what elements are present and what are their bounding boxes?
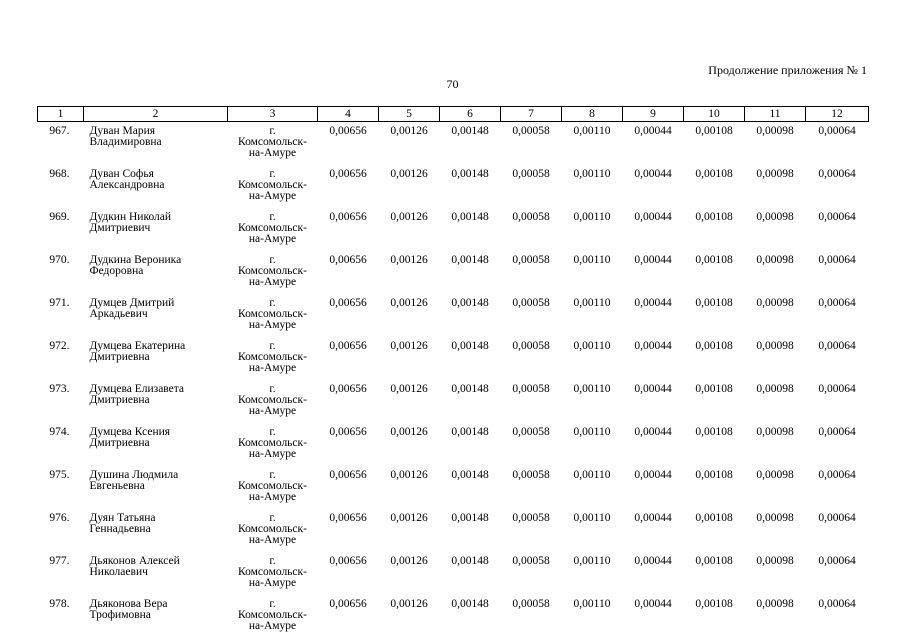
value-cell: 0,00098 [756, 469, 794, 481]
value-cell: 0,00064 [818, 383, 856, 395]
value-cell: 0,00110 [573, 125, 611, 137]
city-name-line: на-Амуре [248, 276, 297, 288]
value-cell: 0,00058 [512, 469, 550, 481]
city-name-line: на-Амуре [248, 577, 297, 589]
value-cell: 0,00108 [695, 254, 733, 266]
person-name-line: Думцев Дмитрий [89, 297, 175, 309]
column-number-header-row [38, 107, 869, 122]
value-cell: 0,00108 [695, 125, 733, 137]
city-name-line: на-Амуре [248, 233, 297, 245]
person-name [84, 595, 228, 638]
city-name-line: Комсомольск- [238, 222, 307, 234]
value-cell: 0,00110 [573, 340, 611, 352]
city-name-line: г. [269, 297, 276, 309]
city-name [228, 423, 318, 466]
value-cell: 0,00064 [818, 469, 856, 481]
city-name-line: г. [269, 512, 276, 524]
value-cell: 0,00098 [756, 297, 794, 309]
person-name-line: Дмитриевна [89, 437, 150, 449]
column-header: 9 [623, 107, 684, 122]
value-cell: 0,00148 [451, 297, 489, 309]
city-name-line: Комсомольск- [238, 523, 307, 535]
person-name-line: Дмитриевна [89, 394, 150, 406]
city-name [228, 165, 318, 208]
person-name [84, 552, 228, 595]
value-cell: 0,00098 [756, 555, 794, 567]
city-name-line: г. [269, 383, 276, 395]
person-name [84, 337, 228, 380]
value-cell: 0,00656 [329, 254, 367, 266]
city-name-line: Комсомольск- [238, 308, 307, 320]
person-name [84, 251, 228, 294]
value-cell: 0,00098 [756, 211, 794, 223]
value-cell: 0,00108 [695, 211, 733, 223]
value-cell: 0,00126 [390, 512, 428, 524]
value-cell: 0,00044 [634, 512, 672, 524]
value-cell: 0,00656 [329, 211, 367, 223]
value-cell: 0,00110 [573, 426, 611, 438]
column-header: 8 [562, 107, 623, 122]
value-cell: 0,00110 [573, 168, 611, 180]
column-header: 12 [806, 107, 869, 122]
city-name-line: Комсомольск- [238, 609, 307, 621]
value-cell: 0,00656 [329, 469, 367, 481]
value-cell: 0,00126 [390, 340, 428, 352]
value-cell: 0,00058 [512, 168, 550, 180]
value-cell: 0,00656 [329, 383, 367, 395]
value-cell: 0,00110 [573, 211, 611, 223]
person-name [84, 380, 228, 423]
city-name-line: на-Амуре [248, 491, 297, 503]
table-row [38, 466, 869, 509]
value-cell: 0,00064 [818, 512, 856, 524]
city-name-line: г. [269, 168, 276, 180]
city-name [228, 208, 318, 251]
value-cell: 0,00110 [573, 512, 611, 524]
value-cell: 0,00108 [695, 340, 733, 352]
person-name [84, 423, 228, 466]
table-row [38, 423, 869, 466]
row-number: 973. [49, 383, 70, 395]
city-name-line: г. [269, 469, 276, 481]
person-name-line: Евгеньевна [89, 480, 145, 492]
value-cell: 0,00110 [573, 383, 611, 395]
row-number: 969. [49, 211, 70, 223]
city-name [228, 337, 318, 380]
appendix-continuation-note: Продолжение приложения № 1 [708, 63, 867, 77]
city-name-line: на-Амуре [248, 362, 297, 374]
column-header: 5 [379, 107, 440, 122]
city-name-line: г. [269, 340, 276, 352]
row-number: 977. [49, 555, 70, 567]
row-number: 976. [49, 512, 70, 524]
value-cell: 0,00148 [451, 512, 489, 524]
value-cell: 0,00064 [818, 125, 856, 137]
city-name [228, 251, 318, 294]
value-cell: 0,00148 [451, 426, 489, 438]
row-number: 974. [49, 426, 70, 438]
value-cell: 0,00058 [512, 254, 550, 266]
value-cell: 0,00108 [695, 512, 733, 524]
table-row [38, 251, 869, 294]
person-name [84, 122, 228, 166]
value-cell: 0,00064 [818, 297, 856, 309]
city-name-line: на-Амуре [248, 534, 297, 546]
person-name-line: Геннадьевна [89, 523, 151, 535]
person-name-line: Дьяконова Вера [89, 598, 168, 610]
column-header: 4 [318, 107, 379, 122]
person-name-line: Дудкина Вероника [89, 254, 182, 266]
value-cell: 0,00108 [695, 469, 733, 481]
city-name-line: на-Амуре [248, 147, 297, 159]
value-cell: 0,00656 [329, 512, 367, 524]
value-cell: 0,00148 [451, 125, 489, 137]
value-cell: 0,00148 [451, 469, 489, 481]
person-name-line: Александровна [89, 179, 165, 191]
city-name-line: на-Амуре [248, 448, 297, 460]
city-name-line: на-Амуре [248, 319, 297, 331]
table-row [38, 552, 869, 595]
person-name-line: Дуван Мария [89, 125, 156, 137]
value-cell: 0,00064 [818, 211, 856, 223]
appendix-table [37, 106, 869, 638]
city-name [228, 509, 318, 552]
column-header: 2 [84, 107, 228, 122]
person-name-line: Дмитриевна [89, 351, 150, 363]
value-cell: 0,00044 [634, 340, 672, 352]
person-name-line: Трофимовна [89, 609, 151, 621]
city-name [228, 122, 318, 166]
value-cell: 0,00656 [329, 426, 367, 438]
row-number: 968. [49, 168, 70, 180]
row-number: 970. [49, 254, 70, 266]
column-header: 11 [745, 107, 806, 122]
person-name [84, 165, 228, 208]
city-name-line: Комсомольск- [238, 265, 307, 277]
value-cell: 0,00126 [390, 168, 428, 180]
value-cell: 0,00064 [818, 254, 856, 266]
value-cell: 0,00110 [573, 254, 611, 266]
value-cell: 0,00148 [451, 211, 489, 223]
table-row [38, 380, 869, 423]
value-cell: 0,00656 [329, 297, 367, 309]
value-cell: 0,00148 [451, 168, 489, 180]
value-cell: 0,00044 [634, 168, 672, 180]
value-cell: 0,00044 [634, 598, 672, 610]
value-cell: 0,00126 [390, 125, 428, 137]
person-name-line: Аркадьевич [89, 308, 148, 320]
city-name-line: Комсомольск- [238, 437, 307, 449]
city-name-line: Комсомольск- [238, 394, 307, 406]
city-name-line: Комсомольск- [238, 351, 307, 363]
table-row [38, 595, 869, 638]
city-name-line: Комсомольск- [238, 566, 307, 578]
value-cell: 0,00058 [512, 340, 550, 352]
value-cell: 0,00126 [390, 254, 428, 266]
person-name [84, 208, 228, 251]
value-cell: 0,00148 [451, 383, 489, 395]
value-cell: 0,00108 [695, 168, 733, 180]
table-row [38, 208, 869, 251]
value-cell: 0,00098 [756, 254, 794, 266]
table-row [38, 122, 869, 166]
table-row [38, 294, 869, 337]
city-name-line: на-Амуре [248, 620, 297, 632]
value-cell: 0,00126 [390, 469, 428, 481]
value-cell: 0,00656 [329, 555, 367, 567]
value-cell: 0,00044 [634, 426, 672, 438]
value-cell: 0,00044 [634, 469, 672, 481]
value-cell: 0,00098 [756, 125, 794, 137]
city-name [228, 552, 318, 595]
value-cell: 0,00098 [756, 426, 794, 438]
value-cell: 0,00148 [451, 598, 489, 610]
city-name-line: Комсомольск- [238, 136, 307, 148]
person-name-line: Думцева Екатерина [89, 340, 186, 352]
value-cell: 0,00108 [695, 383, 733, 395]
person-name-line: Душина Людмила [89, 469, 179, 481]
city-name [228, 380, 318, 423]
value-cell: 0,00110 [573, 297, 611, 309]
value-cell: 0,00126 [390, 297, 428, 309]
person-name [84, 466, 228, 509]
value-cell: 0,00126 [390, 598, 428, 610]
value-cell: 0,00058 [512, 297, 550, 309]
table-body [38, 122, 869, 639]
city-name-line: на-Амуре [248, 405, 297, 417]
row-number: 972. [49, 340, 70, 352]
value-cell: 0,00044 [634, 211, 672, 223]
person-name-line: Думцева Елизавета [89, 383, 185, 395]
value-cell: 0,00110 [573, 555, 611, 567]
person-name-line: Дьяконов Алексей [89, 555, 180, 567]
person-name-line: Николаевич [89, 566, 148, 578]
table-row [38, 509, 869, 552]
table-row [38, 165, 869, 208]
table-row [38, 337, 869, 380]
person-name-line: Федоровна [89, 265, 144, 277]
value-cell: 0,00108 [695, 598, 733, 610]
value-cell: 0,00058 [512, 512, 550, 524]
column-header: 1 [38, 107, 84, 122]
value-cell: 0,00126 [390, 383, 428, 395]
value-cell: 0,00108 [695, 555, 733, 567]
value-cell: 0,00044 [634, 555, 672, 567]
row-number: 971. [49, 297, 70, 309]
value-cell: 0,00126 [390, 555, 428, 567]
value-cell: 0,00656 [329, 125, 367, 137]
city-name-line: г. [269, 211, 276, 223]
page-number: 70 [446, 77, 459, 91]
value-cell: 0,00098 [756, 168, 794, 180]
value-cell: 0,00098 [756, 383, 794, 395]
person-name-line: Владимировна [89, 136, 162, 148]
value-cell: 0,00058 [512, 555, 550, 567]
column-header: 10 [684, 107, 745, 122]
value-cell: 0,00064 [818, 555, 856, 567]
value-cell: 0,00148 [451, 340, 489, 352]
value-cell: 0,00058 [512, 426, 550, 438]
value-cell: 0,00098 [756, 512, 794, 524]
person-name-line: Дуян Татьяна [89, 512, 156, 524]
person-name [84, 509, 228, 552]
value-cell: 0,00108 [695, 426, 733, 438]
value-cell: 0,00058 [512, 383, 550, 395]
city-name [228, 466, 318, 509]
value-cell: 0,00058 [512, 211, 550, 223]
column-header: 3 [228, 107, 318, 122]
value-cell: 0,00098 [756, 340, 794, 352]
value-cell: 0,00110 [573, 598, 611, 610]
value-cell: 0,00656 [329, 598, 367, 610]
value-cell: 0,00126 [390, 211, 428, 223]
city-name-line: г. [269, 125, 276, 137]
row-number: 978. [49, 598, 70, 610]
city-name [228, 294, 318, 337]
person-name-line: Думцева Ксения [89, 426, 171, 438]
row-number: 967. [49, 125, 70, 137]
city-name-line: Комсомольск- [238, 480, 307, 492]
city-name-line: на-Амуре [248, 190, 297, 202]
value-cell: 0,00126 [390, 426, 428, 438]
city-name-line: г. [269, 555, 276, 567]
person-name [84, 294, 228, 337]
value-cell: 0,00044 [634, 297, 672, 309]
city-name-line: г. [269, 254, 276, 266]
value-cell: 0,00098 [756, 598, 794, 610]
value-cell: 0,00044 [634, 125, 672, 137]
city-name-line: г. [269, 426, 276, 438]
value-cell: 0,00064 [818, 340, 856, 352]
city-name [228, 595, 318, 638]
value-cell: 0,00058 [512, 598, 550, 610]
value-cell: 0,00148 [451, 555, 489, 567]
person-name-line: Дуван Софья [89, 168, 154, 180]
column-header: 6 [440, 107, 501, 122]
value-cell: 0,00110 [573, 469, 611, 481]
city-name-line: Комсомольск- [238, 179, 307, 191]
value-cell: 0,00064 [818, 426, 856, 438]
value-cell: 0,00656 [329, 340, 367, 352]
value-cell: 0,00044 [634, 254, 672, 266]
value-cell: 0,00108 [695, 297, 733, 309]
value-cell: 0,00058 [512, 125, 550, 137]
value-cell: 0,00044 [634, 383, 672, 395]
value-cell: 0,00148 [451, 254, 489, 266]
person-name-line: Дмитриевич [89, 222, 151, 234]
person-name-line: Дудкин Николай [89, 211, 172, 223]
column-header: 7 [501, 107, 562, 122]
value-cell: 0,00064 [818, 168, 856, 180]
city-name-line: г. [269, 598, 276, 610]
row-number: 975. [49, 469, 70, 481]
value-cell: 0,00064 [818, 598, 856, 610]
value-cell: 0,00656 [329, 168, 367, 180]
